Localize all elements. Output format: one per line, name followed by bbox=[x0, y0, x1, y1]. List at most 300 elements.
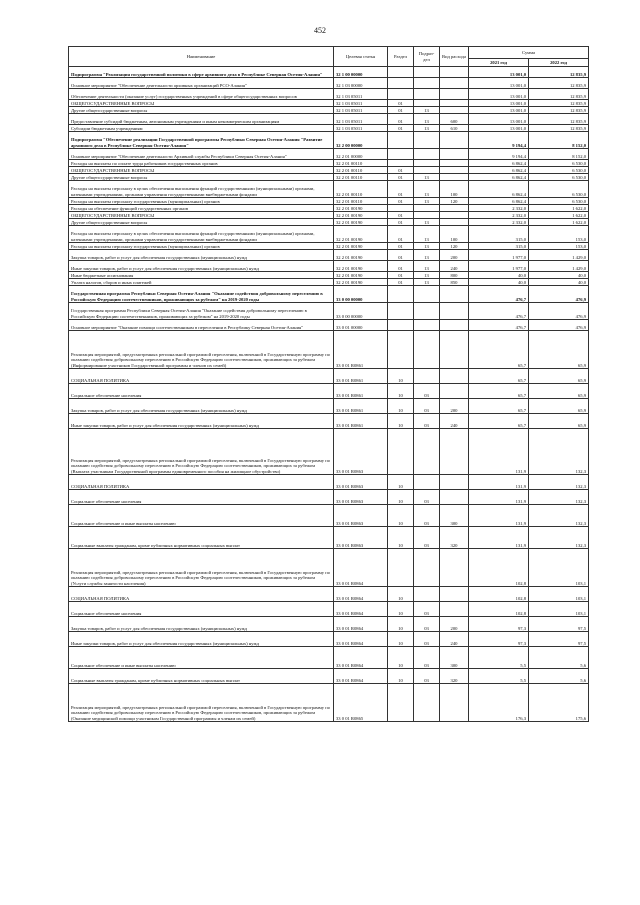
row-subsection-cell: 13 bbox=[414, 261, 440, 272]
row-sum-2022-cell: 153,0 bbox=[529, 226, 589, 243]
row-sum-2022-cell: 97,5 bbox=[529, 617, 589, 632]
row-section-cell bbox=[388, 549, 414, 587]
row-section-cell: 10 bbox=[388, 384, 414, 399]
row-code-cell: 32 2 01 00110 bbox=[334, 167, 388, 174]
row-expense-type-cell bbox=[440, 78, 469, 89]
row-subsection-cell bbox=[414, 331, 440, 369]
row-code-cell: 33 0 01 R0861 bbox=[334, 414, 388, 429]
row-expense-type-cell: 120 bbox=[440, 243, 469, 250]
row-code-cell: 33 0 01 R0863 bbox=[334, 475, 388, 490]
row-expense-type-cell bbox=[440, 429, 469, 475]
row-section-cell bbox=[388, 286, 414, 303]
row-section-cell: 10 bbox=[388, 669, 414, 684]
row-section-cell: 01 bbox=[388, 226, 414, 243]
row-subsection-cell: 03 bbox=[414, 617, 440, 632]
row-subsection-cell bbox=[414, 369, 440, 384]
row-sum-2022-cell: 12 835,9 bbox=[529, 78, 589, 89]
row-code-cell: 33 0 01 R0861 bbox=[334, 384, 388, 399]
header-name: Наименование bbox=[69, 47, 334, 67]
table-row bbox=[69, 320, 589, 331]
header-sums: Сумма bbox=[469, 47, 589, 59]
row-name-cell: ОБЩЕГОСУДАРСТВЕННЫЕ ВОПРОСЫ bbox=[69, 100, 334, 107]
row-section-cell: 01 bbox=[388, 219, 414, 226]
row-subsection-cell: 13 bbox=[414, 107, 440, 114]
table-row bbox=[69, 527, 589, 549]
row-sum-2021-cell: 65,7 bbox=[469, 399, 529, 414]
row-code-cell: 33 0 01 R0861 bbox=[334, 399, 388, 414]
row-section-cell: 10 bbox=[388, 414, 414, 429]
table-row bbox=[69, 669, 589, 684]
row-subsection-cell: 13 bbox=[414, 181, 440, 198]
row-expense-type-cell bbox=[440, 160, 469, 167]
table-row bbox=[69, 684, 589, 722]
row-section-cell bbox=[388, 89, 414, 100]
row-subsection-cell bbox=[414, 205, 440, 212]
table-row bbox=[69, 414, 589, 429]
row-code-cell: 33 0 00 00000 bbox=[334, 286, 388, 303]
row-code-cell: 32 2 01 00190 bbox=[334, 219, 388, 226]
row-expense-type-cell: 600 bbox=[440, 114, 469, 125]
row-code-cell: 32 2 01 00190 bbox=[334, 205, 388, 212]
row-subsection-cell bbox=[414, 89, 440, 100]
row-expense-type-cell: 850 bbox=[440, 279, 469, 286]
table-row bbox=[69, 149, 589, 160]
row-subsection-cell: 03 bbox=[414, 647, 440, 669]
row-code-cell: 32 1 03 05011 bbox=[334, 100, 388, 107]
row-sum-2021-cell: 476,7 bbox=[469, 320, 529, 331]
row-expense-type-cell: 100 bbox=[440, 181, 469, 198]
row-sum-2021-cell: 131,9 bbox=[469, 475, 529, 490]
row-sum-2022-cell: 40,0 bbox=[529, 272, 589, 279]
row-expense-type-cell bbox=[440, 132, 469, 149]
row-sum-2022-cell: 12 835,9 bbox=[529, 107, 589, 114]
row-subsection-cell: 13 bbox=[414, 272, 440, 279]
row-subsection-cell bbox=[414, 303, 440, 320]
header-subsection: Подраз-дел bbox=[414, 47, 440, 67]
row-name-cell: Иные закупки товаров, работ и услуг для обеспечения государственных (муниципальных) нужд bbox=[69, 414, 334, 429]
table-row bbox=[69, 399, 589, 414]
row-section-cell bbox=[388, 320, 414, 331]
row-sum-2021-cell: 6 862,4 bbox=[469, 181, 529, 198]
row-name-cell: Основное мероприятие "Оказание помощи соотечественникам в переселении в Республику Северная Осетия-Алания" bbox=[69, 320, 334, 331]
row-sum-2022-cell: 97,5 bbox=[529, 632, 589, 647]
row-sum-2022-cell: 12 835,9 bbox=[529, 89, 589, 100]
row-subsection-cell: 13 bbox=[414, 250, 440, 261]
row-expense-type-cell bbox=[440, 167, 469, 174]
row-name-cell: Иные бюджетные ассигнования bbox=[69, 272, 334, 279]
row-expense-type-cell: 320 bbox=[440, 527, 469, 549]
row-sum-2021-cell: 13 001,0 bbox=[469, 107, 529, 114]
row-sum-2021-cell: 65,7 bbox=[469, 331, 529, 369]
row-code-cell: 32 2 01 00190 bbox=[334, 212, 388, 219]
row-sum-2022-cell: 12 835,9 bbox=[529, 100, 589, 107]
row-expense-type-cell bbox=[440, 331, 469, 369]
row-name-cell: Расходы на выплаты персоналу государственных (муниципальных) органов bbox=[69, 198, 334, 205]
row-section-cell: 10 bbox=[388, 475, 414, 490]
table-row bbox=[69, 369, 589, 384]
table-row bbox=[69, 617, 589, 632]
table-row bbox=[69, 132, 589, 149]
table-row bbox=[69, 198, 589, 205]
row-section-cell: 10 bbox=[388, 587, 414, 602]
row-code-cell: 32 2 01 00110 bbox=[334, 160, 388, 167]
row-sum-2022-cell: 40,0 bbox=[529, 279, 589, 286]
table-row bbox=[69, 475, 589, 490]
table-row bbox=[69, 384, 589, 399]
row-expense-type-cell bbox=[440, 384, 469, 399]
row-section-cell bbox=[388, 67, 414, 78]
row-subsection-cell bbox=[414, 549, 440, 587]
table-row bbox=[69, 505, 589, 527]
row-code-cell: 33 0 01 R0863 bbox=[334, 490, 388, 505]
table-row bbox=[69, 261, 589, 272]
header-code: Целевая статья bbox=[334, 47, 388, 67]
header-year-2021: 2021 год bbox=[469, 59, 529, 67]
row-sum-2021-cell: 131,9 bbox=[469, 505, 529, 527]
row-name-cell: Реализация мероприятий, предусмотренных региональной программой переселения, включенной в Государственную программу по оказанию содействия добровольному переселению в Российскую Федерацию соотечественников, проживающих за рубежом (Услуги службы занятости населения) bbox=[69, 549, 334, 587]
row-code-cell: 32 1 03 05011 bbox=[334, 107, 388, 114]
row-expense-type-cell bbox=[440, 303, 469, 320]
row-sum-2021-cell: 476,7 bbox=[469, 286, 529, 303]
row-subsection-cell: 03 bbox=[414, 414, 440, 429]
row-expense-type-cell bbox=[440, 587, 469, 602]
row-name-cell: СОЦИАЛЬНАЯ ПОЛИТИКА bbox=[69, 369, 334, 384]
budget-table bbox=[68, 46, 589, 722]
row-expense-type-cell bbox=[440, 212, 469, 219]
row-code-cell: 32 2 01 00190 bbox=[334, 279, 388, 286]
row-sum-2022-cell: 8 152,0 bbox=[529, 149, 589, 160]
table-row bbox=[69, 286, 589, 303]
row-subsection-cell: 03 bbox=[414, 384, 440, 399]
row-sum-2022-cell: 5,6 bbox=[529, 647, 589, 669]
row-name-cell: Государственная программа Республики Северная Осетия-Алания "Оказание содействия добровольному переселению в Российскую Федерацию соотечественников, проживающих за рубежом" на 2019-2020 годы bbox=[69, 303, 334, 320]
row-name-cell: Расходы на выплаты персоналу в целях обеспечения выполнения функций государственными (муниципальными) органами, казенными учреждениями, органами управления государственными внебюджетными фондами bbox=[69, 181, 334, 198]
row-code-cell: 33 0 01 R0864 bbox=[334, 632, 388, 647]
row-section-cell: 01 bbox=[388, 243, 414, 250]
row-expense-type-cell bbox=[440, 286, 469, 303]
row-code-cell: 33 0 01 R0863 bbox=[334, 505, 388, 527]
row-subsection-cell bbox=[414, 320, 440, 331]
row-sum-2022-cell: 132,3 bbox=[529, 505, 589, 527]
row-code-cell: 33 0 01 R0864 bbox=[334, 647, 388, 669]
row-sum-2021-cell: 13 001,0 bbox=[469, 78, 529, 89]
row-code-cell: 32 2 01 00190 bbox=[334, 261, 388, 272]
row-sum-2022-cell: 1 429,0 bbox=[529, 250, 589, 261]
row-sum-2022-cell: 12 835,9 bbox=[529, 67, 589, 78]
row-expense-type-cell: 100 bbox=[440, 226, 469, 243]
row-sum-2022-cell: 132,3 bbox=[529, 490, 589, 505]
row-sum-2021-cell: 315,0 bbox=[469, 226, 529, 243]
row-section-cell: 01 bbox=[388, 261, 414, 272]
row-code-cell: 32 1 03 00000 bbox=[334, 78, 388, 89]
row-name-cell: Другие общегосударственные вопросы bbox=[69, 219, 334, 226]
row-sum-2021-cell: 2 332,0 bbox=[469, 205, 529, 212]
row-expense-type-cell: 300 bbox=[440, 647, 469, 669]
row-code-cell: 33 0 01 R0863 bbox=[334, 429, 388, 475]
row-section-cell: 10 bbox=[388, 602, 414, 617]
row-expense-type-cell bbox=[440, 549, 469, 587]
row-name-cell: Социальное обеспечение и иные выплаты населению bbox=[69, 647, 334, 669]
row-sum-2022-cell: 103,1 bbox=[529, 587, 589, 602]
row-sum-2022-cell: 65,9 bbox=[529, 331, 589, 369]
row-expense-type-cell: 240 bbox=[440, 414, 469, 429]
row-subsection-cell: 13 bbox=[414, 219, 440, 226]
row-subsection-cell: 13 bbox=[414, 114, 440, 125]
row-section-cell: 01 bbox=[388, 181, 414, 198]
row-subsection-cell bbox=[414, 149, 440, 160]
row-sum-2021-cell: 13 001,0 bbox=[469, 125, 529, 132]
row-subsection-cell: 03 bbox=[414, 669, 440, 684]
row-sum-2022-cell: 132,3 bbox=[529, 527, 589, 549]
row-code-cell: 32 2 00 00000 bbox=[334, 132, 388, 149]
row-expense-type-cell: 800 bbox=[440, 272, 469, 279]
row-sum-2021-cell: 6 862,4 bbox=[469, 174, 529, 181]
row-code-cell: 32 2 01 00000 bbox=[334, 149, 388, 160]
row-subsection-cell bbox=[414, 167, 440, 174]
row-sum-2021-cell: 65,7 bbox=[469, 369, 529, 384]
row-subsection-cell: 13 bbox=[414, 243, 440, 250]
table-row bbox=[69, 160, 589, 167]
row-name-cell: Государственная программа Республики Северная Осетия-Алания "Оказание содействия добровольному переселению в Российскую Федерацию соотечественников, проживающих за рубежом" на 2019-2020 годы bbox=[69, 286, 334, 303]
row-subsection-cell: 13 bbox=[414, 279, 440, 286]
row-expense-type-cell bbox=[440, 490, 469, 505]
row-expense-type-cell: 320 bbox=[440, 669, 469, 684]
row-sum-2022-cell: 1 622,0 bbox=[529, 212, 589, 219]
table-row bbox=[69, 490, 589, 505]
row-sum-2021-cell: 9 194,4 bbox=[469, 132, 529, 149]
row-subsection-cell bbox=[414, 684, 440, 722]
row-section-cell: 10 bbox=[388, 505, 414, 527]
row-section-cell: 01 bbox=[388, 272, 414, 279]
row-sum-2022-cell: 12 835,9 bbox=[529, 125, 589, 132]
table-row bbox=[69, 226, 589, 243]
table-row bbox=[69, 632, 589, 647]
row-subsection-cell bbox=[414, 132, 440, 149]
row-sum-2021-cell: 97,3 bbox=[469, 617, 529, 632]
table-row bbox=[69, 647, 589, 669]
row-sum-2022-cell: 132,3 bbox=[529, 429, 589, 475]
row-sum-2021-cell: 65,7 bbox=[469, 414, 529, 429]
header-year-2022: 2022 год bbox=[529, 59, 589, 67]
row-sum-2022-cell: 476,9 bbox=[529, 320, 589, 331]
row-sum-2022-cell: 65,9 bbox=[529, 369, 589, 384]
row-expense-type-cell bbox=[440, 149, 469, 160]
row-section-cell: 10 bbox=[388, 369, 414, 384]
row-name-cell: Обеспечение деятельности (оказание услуг) государственных учреждений в сфере общегосударственных вопросов bbox=[69, 89, 334, 100]
row-sum-2022-cell: 153,0 bbox=[529, 243, 589, 250]
row-sum-2021-cell: 65,7 bbox=[469, 384, 529, 399]
row-name-cell: Закупка товаров, работ и услуг для обеспечения государственных (муниципальных) нужд bbox=[69, 617, 334, 632]
row-code-cell: 33 0 01 R0864 bbox=[334, 587, 388, 602]
row-sum-2022-cell: 8 152,0 bbox=[529, 132, 589, 149]
row-expense-type-cell bbox=[440, 67, 469, 78]
row-sum-2021-cell: 6 862,4 bbox=[469, 167, 529, 174]
row-name-cell: Реализация мероприятий, предусмотренных региональной программой переселения, включенной в Государственную программу по оказанию содействия добровольному переселению в Российскую Федерацию соотечественников, проживающих за рубежом (Выплата участникам Государственной программы единовременного пособия на жилищное обустройство) bbox=[69, 429, 334, 475]
row-subsection-cell: 03 bbox=[414, 632, 440, 647]
row-code-cell: 32 1 00 00000 bbox=[334, 67, 388, 78]
table-row bbox=[69, 67, 589, 78]
table-row bbox=[69, 250, 589, 261]
row-name-cell: Иные закупки товаров, работ и услуг для обеспечения государственных (муниципальных) нужд bbox=[69, 261, 334, 272]
row-sum-2022-cell: 1 622,0 bbox=[529, 219, 589, 226]
row-name-cell: Подпрограмма "Обеспечение реализации Государственной программы Республики Северная Осетия-Алания "Развитие архивного дела в Республике Северная Осетия-Алания" bbox=[69, 132, 334, 149]
row-name-cell: ОБЩЕГОСУДАРСТВЕННЫЕ ВОПРОСЫ bbox=[69, 167, 334, 174]
row-sum-2021-cell: 9 194,4 bbox=[469, 149, 529, 160]
row-name-cell: Расходы на выплаты персоналу государственных (муниципальных) органов bbox=[69, 243, 334, 250]
table-row bbox=[69, 331, 589, 369]
row-sum-2021-cell: 40,0 bbox=[469, 279, 529, 286]
table-row bbox=[69, 429, 589, 475]
row-code-cell: 32 2 01 00110 bbox=[334, 181, 388, 198]
page-number: 452 bbox=[314, 26, 326, 35]
row-sum-2022-cell: 6 530,0 bbox=[529, 160, 589, 167]
row-name-cell: Социальное обеспечение населения bbox=[69, 490, 334, 505]
row-name-cell: Другие общегосударственные вопросы bbox=[69, 107, 334, 114]
row-name-cell: Расходы на выплаты по оплате труда работников государственных органов bbox=[69, 160, 334, 167]
row-sum-2021-cell: 6 862,4 bbox=[469, 198, 529, 205]
row-sum-2021-cell: 176,3 bbox=[469, 684, 529, 722]
row-subsection-cell: 03 bbox=[414, 527, 440, 549]
row-section-cell: 10 bbox=[388, 632, 414, 647]
row-sum-2021-cell: 2 332,0 bbox=[469, 219, 529, 226]
row-expense-type-cell: 240 bbox=[440, 261, 469, 272]
table-row bbox=[69, 272, 589, 279]
table-row bbox=[69, 303, 589, 320]
row-name-cell: Социальное обеспечение населения bbox=[69, 602, 334, 617]
row-sum-2022-cell: 1 622,0 bbox=[529, 205, 589, 212]
row-name-cell: Субсидии бюджетным учреждениям bbox=[69, 125, 334, 132]
row-sum-2021-cell: 13 001,0 bbox=[469, 100, 529, 107]
row-sum-2022-cell: 175,6 bbox=[529, 684, 589, 722]
row-sum-2022-cell: 6 530,0 bbox=[529, 167, 589, 174]
row-expense-type-cell bbox=[440, 107, 469, 114]
row-code-cell: 33 0 01 R0864 bbox=[334, 669, 388, 684]
row-code-cell: 32 1 03 05011 bbox=[334, 89, 388, 100]
table-row bbox=[69, 279, 589, 286]
table-row bbox=[69, 219, 589, 226]
row-sum-2021-cell: 476,7 bbox=[469, 303, 529, 320]
row-sum-2022-cell: 5,6 bbox=[529, 669, 589, 684]
row-sum-2021-cell: 131,9 bbox=[469, 527, 529, 549]
row-expense-type-cell: 610 bbox=[440, 125, 469, 132]
table-row bbox=[69, 549, 589, 587]
row-expense-type-cell: 300 bbox=[440, 505, 469, 527]
table-row bbox=[69, 181, 589, 198]
row-expense-type-cell: 120 bbox=[440, 198, 469, 205]
row-sum-2022-cell: 1 429,0 bbox=[529, 261, 589, 272]
row-subsection-cell bbox=[414, 286, 440, 303]
row-expense-type-cell: 200 bbox=[440, 617, 469, 632]
row-code-cell: 32 2 01 00110 bbox=[334, 198, 388, 205]
row-section-cell: 10 bbox=[388, 527, 414, 549]
row-expense-type-cell: 200 bbox=[440, 399, 469, 414]
row-section-cell: 01 bbox=[388, 125, 414, 132]
row-sum-2021-cell: 13 001,0 bbox=[469, 89, 529, 100]
row-code-cell: 33 0 00 00000 bbox=[334, 303, 388, 320]
row-sum-2021-cell: 6 862,4 bbox=[469, 160, 529, 167]
row-section-cell bbox=[388, 78, 414, 89]
table-header bbox=[69, 47, 589, 67]
row-section-cell: 01 bbox=[388, 198, 414, 205]
row-code-cell: 33 0 01 R0865 bbox=[334, 684, 388, 722]
row-sum-2021-cell: 5,5 bbox=[469, 647, 529, 669]
row-code-cell: 32 1 03 05011 bbox=[334, 114, 388, 125]
row-section-cell: 01 bbox=[388, 279, 414, 286]
row-name-cell: Реализация мероприятий, предусмотренных региональной программой переселения, включенной в Государственную программу по оказанию содействия добровольному переселению в Российскую Федерацию соотечественников, проживающих за рубежом (Оказание медицинской помощи участникам Государственной программы и членам их семей) bbox=[69, 684, 334, 722]
row-code-cell: 33 0 01 R0861 bbox=[334, 369, 388, 384]
table-row bbox=[69, 174, 589, 181]
row-subsection-cell: 13 bbox=[414, 198, 440, 205]
row-section-cell bbox=[388, 205, 414, 212]
row-code-cell: 32 2 01 00110 bbox=[334, 174, 388, 181]
row-subsection-cell bbox=[414, 429, 440, 475]
row-sum-2021-cell: 131,9 bbox=[469, 490, 529, 505]
table-row bbox=[69, 602, 589, 617]
row-subsection-cell: 13 bbox=[414, 226, 440, 243]
table-row bbox=[69, 78, 589, 89]
row-code-cell: 33 0 01 R0864 bbox=[334, 602, 388, 617]
table-row bbox=[69, 212, 589, 219]
row-sum-2021-cell: 97,3 bbox=[469, 632, 529, 647]
table-row bbox=[69, 205, 589, 212]
row-expense-type-cell bbox=[440, 219, 469, 226]
row-section-cell bbox=[388, 684, 414, 722]
row-sum-2021-cell: 131,9 bbox=[469, 429, 529, 475]
row-name-cell: Закупка товаров, работ и услуг для обеспечения государственных (муниципальных) нужд bbox=[69, 250, 334, 261]
row-section-cell: 01 bbox=[388, 174, 414, 181]
row-section-cell: 01 bbox=[388, 167, 414, 174]
row-section-cell: 10 bbox=[388, 617, 414, 632]
row-section-cell: 01 bbox=[388, 114, 414, 125]
row-sum-2022-cell: 476,9 bbox=[529, 286, 589, 303]
row-code-cell: 33 0 01 R0864 bbox=[334, 549, 388, 587]
row-expense-type-cell bbox=[440, 602, 469, 617]
row-name-cell: Основное мероприятие "Обеспечение деятельности Архивной службы Республики Северная Осетия-Алания" bbox=[69, 149, 334, 160]
row-sum-2022-cell: 12 835,9 bbox=[529, 114, 589, 125]
table-row bbox=[69, 243, 589, 250]
row-code-cell: 33 0 01 R0864 bbox=[334, 617, 388, 632]
row-sum-2021-cell: 40,0 bbox=[469, 272, 529, 279]
row-section-cell: 01 bbox=[388, 250, 414, 261]
row-section-cell bbox=[388, 303, 414, 320]
table-body bbox=[69, 67, 589, 722]
row-sum-2021-cell: 1 977,0 bbox=[469, 261, 529, 272]
row-name-cell: ОБЩЕГОСУДАРСТВЕННЫЕ ВОПРОСЫ bbox=[69, 212, 334, 219]
row-expense-type-cell bbox=[440, 320, 469, 331]
row-code-cell: 32 2 01 00190 bbox=[334, 272, 388, 279]
row-subsection-cell bbox=[414, 212, 440, 219]
row-name-cell: Уплата налогов, сборов и иных платежей bbox=[69, 279, 334, 286]
row-subsection-cell bbox=[414, 100, 440, 107]
row-expense-type-cell: 200 bbox=[440, 250, 469, 261]
row-name-cell: Расходы на обеспечение функций государственных органов bbox=[69, 205, 334, 212]
table-row bbox=[69, 100, 589, 107]
row-expense-type-cell bbox=[440, 684, 469, 722]
row-subsection-cell: 13 bbox=[414, 125, 440, 132]
row-expense-type-cell bbox=[440, 205, 469, 212]
row-section-cell bbox=[388, 132, 414, 149]
row-code-cell: 33 0 01 R0861 bbox=[334, 331, 388, 369]
row-name-cell: Социальное обеспечение населения bbox=[69, 384, 334, 399]
row-name-cell: Социальные выплаты гражданам, кроме публичных нормативных социальных выплат bbox=[69, 669, 334, 684]
row-section-cell bbox=[388, 160, 414, 167]
row-name-cell: Реализация мероприятий, предусмотренных региональной программой переселения, включенной в Государственную программу по оказанию содействия добровольному переселению в Российскую Федерацию соотечественников, проживающих за рубежом (Информирование участников Государственной программы и членов их семей) bbox=[69, 331, 334, 369]
table-row bbox=[69, 587, 589, 602]
row-sum-2021-cell: 13 001,0 bbox=[469, 114, 529, 125]
row-subsection-cell bbox=[414, 78, 440, 89]
table-row bbox=[69, 107, 589, 114]
row-subsection-cell: 13 bbox=[414, 174, 440, 181]
